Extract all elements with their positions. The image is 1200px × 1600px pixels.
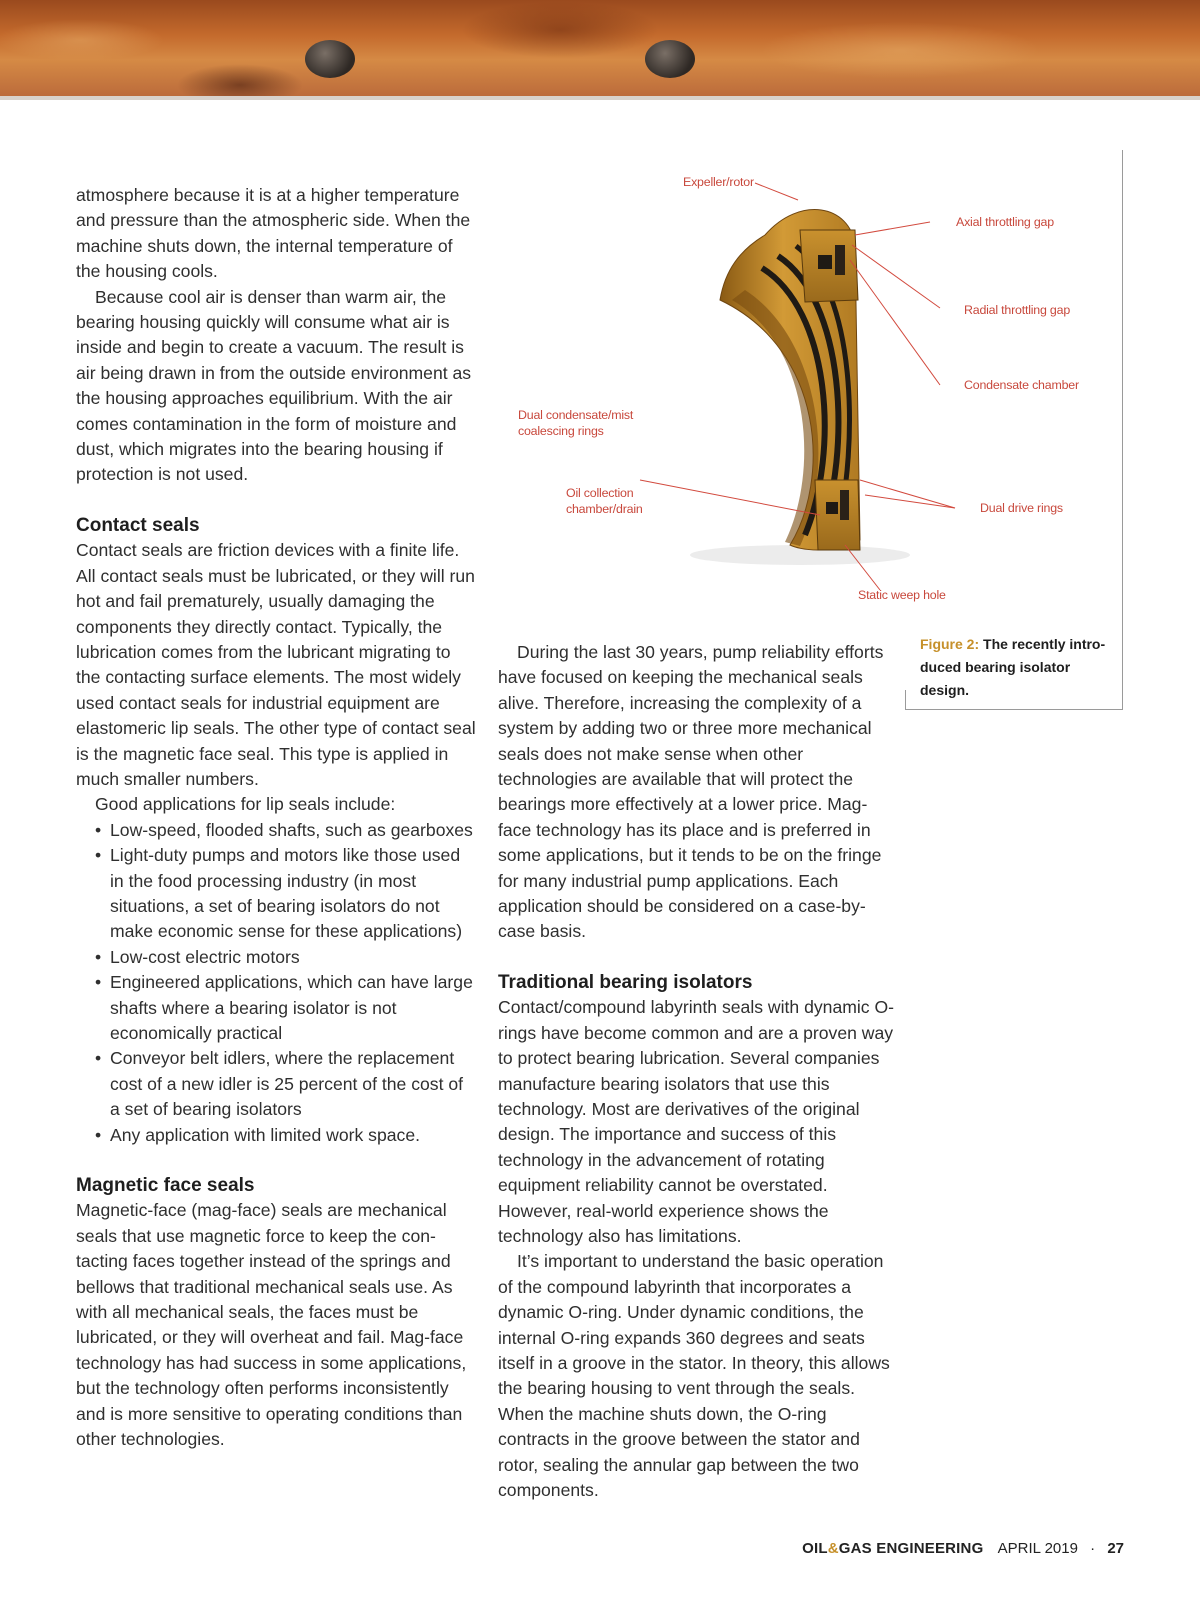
label-oil-collection: Oil collection chamber/drain: [566, 486, 643, 516]
list-item: • Low-cost electric motors: [95, 945, 476, 970]
paragraph-lip-seal-intro: Good applications for lip seals include:: [95, 794, 396, 815]
label-static-weep-hole: Static weep hole: [858, 588, 946, 602]
groove-bottom: [840, 490, 849, 520]
figure-caption-text: The recently introduced bearing isolator design.: [920, 636, 1106, 698]
figure-frame-bottom: [905, 709, 1123, 710]
paragraph-pump-reliability: During the last 30 years, pump reliability efforts have focused on keeping the mechanical seals alive. Therefore, increasing the complexity of a system by adding two or three more mechanical seals does not make sense when other technologies are available that will protect the bearings more effectively at a lower price. Mag-face technology has its place and is preferred in some applications, but it tends to be on the fringe for many industrial pump applications. Each application should be considered on a case-by-case basis.: [498, 642, 884, 942]
footer-separator: ·: [1090, 1540, 1096, 1557]
label-expeller-rotor: Expeller/rotor: [683, 175, 754, 189]
paragraph-contact-seals: Contact seals are friction devices with a finite life. All contact seals must be lubricated, or they will run hot and fail prematurely, usually damaging the components they directly contact. Typically, the lubrication comes from the lubricant migrating to the contacting surface elements. The most widely used contact seals for industrial equipment are elastomeric lip seals. The other type of contact seal is the magnetic face seal. This type is applied in much smaller numbers.: [76, 540, 476, 789]
label-condensate-chamber: Condensate chamber: [964, 378, 1079, 392]
bearing-isolator-figure: [500, 150, 1125, 620]
label-dual-drive-rings: Dual drive rings: [980, 501, 1063, 515]
groove-top: [835, 245, 845, 275]
paragraph-dynamic-o-ring: It’s important to understand the basic operation of the compound labyrinth that incorporates a dynamic O-ring. Under dynamic conditions, the internal O-ring expands 360 degrees and seats itself in a groove in the stator. In theory, this allows the bearing housing to vent through the seals. When the machine shuts down, the O-ring contracts in the groove between the stator and rotor, sealing the annular gap between the two components.: [498, 1251, 890, 1500]
figure-frame-right: [1122, 150, 1123, 710]
publication-name: OIL&GAS ENGINEERING: [802, 1540, 984, 1557]
figure-number: Figure 2:: [920, 636, 980, 652]
page-number: 27: [1107, 1540, 1124, 1557]
paragraph-compound-labyrinth: Contact/compound labyrinth seals with dynamic O-rings have become common and are a proven way to protect bearing lubrication. Several companies manufacture bearing isolators that use this technology. Most are derivatives of the original design. The importance and success of this technology in the advancement of rotating equipment reliability cannot be overstated. However, real-world experience shows the technology also has limitations.: [498, 997, 895, 1246]
left-column: [76, 183, 476, 1453]
middle-column: [498, 640, 898, 1503]
banner-texture: [0, 0, 1200, 100]
paragraph-magnetic-face-seals: Magnetic-face (mag-face) seals are mechanical seals that use magnetic force to keep the contacting faces together instead of the springs and bellows that traditional mechanical seals use. As with all mechanical seals, the faces must be lubricated, or they will overheat and fail. Mag-face technology has had success in some applications, but the technology often performs inconsistently and is more sensitive to operating conditions than other technologies.: [76, 1200, 467, 1450]
heading-contact-seals: Contact seals: [76, 514, 200, 536]
label-axial-throttling-gap: Axial throttling gap: [956, 215, 1054, 229]
label-radial-throttling-gap: Radial throttling gap: [964, 303, 1071, 317]
list-item: • Low-speed, flooded shafts, such as gearboxes: [95, 818, 476, 843]
lip-seal-applications-list: [76, 818, 476, 1148]
figure-caption: [920, 633, 1115, 702]
paragraph-atmosphere: atmosphere because it is at a higher temperature and pressure than the atmospheric side. When the machine shuts down, the internal temperature of the housing cools.: [76, 185, 471, 282]
list-item: • Conveyor belt idlers, where the replacement cost of a new idler is 25 percent of the cost of a set of bearing isolators: [95, 1046, 476, 1122]
issue-date: APRIL 2019: [997, 1540, 1078, 1557]
o-ring-top: [818, 255, 832, 269]
banner-bolt-right: [645, 40, 695, 78]
paragraph-cool-air: Because cool air is denser than warm air, the bearing housing quickly will consume what air is inside and begin to create a vacuum. The result is air being drawn in from the outside environment as the housing approaches equilibrium. With the air comes contamination in the form of moisture and dust, which migrates into the bearing housing if protection is not used.: [76, 286, 472, 485]
banner-rule: [0, 96, 1200, 100]
page-footer: [802, 1540, 1124, 1557]
list-item: • Any application with limited work space.: [95, 1123, 476, 1148]
header-photo-banner: [0, 0, 1200, 100]
label-dual-coalescing-rings: Dual condensate/mist coalescing rings: [518, 408, 634, 438]
list-item: • Light-duty pumps and motors like those used in the food processing industry (in most situations, a set of bearing isolators do not make economic sense for these applications): [95, 843, 476, 945]
o-ring-bottom: [826, 502, 838, 514]
banner-bolt-left: [305, 40, 355, 78]
list-item: • Engineered applications, which can have large shafts where a bearing isolator is not economically practical: [95, 970, 476, 1046]
cross-section-bottom: [815, 480, 860, 550]
heading-magnetic-face-seals: Magnetic face seals: [76, 1175, 255, 1197]
figure-frame-left: [905, 690, 906, 710]
heading-traditional-bearing-isolators: Traditional bearing isolators: [498, 971, 753, 993]
